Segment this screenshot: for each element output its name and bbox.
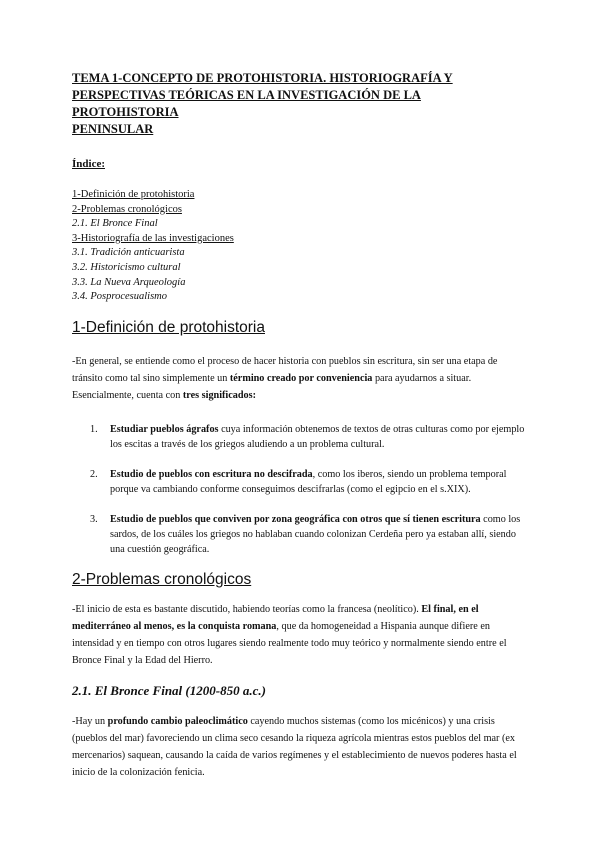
list-item-bold: Estudio de pueblos con escritura no descifrada	[110, 468, 313, 480]
index-heading: Índice:	[72, 158, 105, 170]
list-item	[90, 467, 528, 497]
toc-item[interactable]: 3.2. Historicismo cultural	[72, 261, 181, 273]
list-item-bold: Estudio de pueblos que conviven por zona geográfica con otros que sí tienen escritura	[110, 513, 481, 525]
list-item-text: como los sardos, de los cuáles los griegos no hablaban cuando colonizan Cerdeña pero ya estaban allí, siendo una cuestión geográfica.	[110, 513, 521, 555]
toc-item[interactable]: 2-Problemas cronológicos	[72, 203, 182, 215]
list-item	[90, 512, 528, 557]
paragraph-bold: profundo cambio paleoclimático	[107, 715, 248, 727]
document-title	[72, 70, 528, 138]
paragraph-text: -El inicio de esta es bastante discutido, habiendo teorías como la francesa (neolítico).	[72, 603, 422, 615]
toc-item[interactable]: 3.3. La Nueva Arqueología	[72, 276, 186, 288]
list-item-text: cuya información obtenemos de textos de otras culturas como por ejemplo los escitas a través de los griegos aludiendo a un problema cultural.	[110, 423, 525, 450]
paragraph-bold: El final, en el mediterráneo al menos, es la conquista romana	[72, 603, 479, 632]
list-item-text: , como los iberos, siendo un problema temporal porque va cambiando conforme conseguimos descifrarlas (como el egipcio en el s.XIX).	[110, 468, 507, 495]
list-item	[90, 422, 528, 452]
numbered-list	[90, 422, 528, 557]
document-page	[72, 70, 528, 781]
paragraph-bold: tres significados:	[182, 389, 256, 401]
paragraph-text: -En general, se entiende como el proceso de hacer historia con pueblos sin escritura, sin ser una etapa de tránsito como tal sino simplemente un	[72, 355, 498, 384]
list-item-bold: Estudiar pueblos ágrafos	[110, 423, 219, 435]
table-of-contents	[72, 188, 528, 305]
list-number: 3.	[90, 513, 98, 525]
toc-item[interactable]: 3-Historiografía de las investigaciones	[72, 232, 234, 244]
toc-item[interactable]: 1-Definición de protohistoria	[72, 189, 195, 200]
section-heading	[72, 571, 528, 589]
subsection-heading: 2.1. El Bronce Final (1200-850 a.c.)	[72, 682, 266, 698]
paragraph-text: , que da homogeneidad a Hispania aunque difiere en intensidad y en tiempo con otros lugares siendo realmente todo muy teórico y normalmente siendo entre el Bronce Final y la Edad del Hierro.	[72, 620, 507, 666]
list-number: 1.	[90, 423, 98, 435]
paragraph-text: -Hay un	[72, 715, 108, 727]
section-heading-text: 2-Problemas cronológicos	[72, 570, 252, 588]
paragraph	[72, 713, 528, 781]
toc-item[interactable]: 3.1. Tradición anticuarista	[72, 247, 185, 259]
section-heading	[72, 319, 528, 337]
toc-item[interactable]: 2.1. El Bronce Final	[72, 218, 158, 230]
section-heading-text: 1-Definición de protohistoria	[72, 318, 265, 336]
list-number: 2.	[90, 468, 98, 480]
title-line: PENINSULAR	[72, 122, 154, 136]
title-line: TEMA 1-CONCEPTO DE PROTOHISTORIA. HISTORIOGRAFÍA Y	[72, 71, 453, 85]
title-line: PERSPECTIVAS TEÓRICAS EN LA INVESTIGACIÓN DE LA PROTOHISTORIA	[72, 88, 421, 119]
paragraph	[72, 353, 528, 404]
paragraph-text: para ayudarnos a situar. Esencialmente, cuenta con	[72, 372, 472, 401]
paragraph	[72, 601, 528, 669]
toc-item[interactable]: 3.4. Posprocesualismo	[72, 291, 167, 303]
paragraph-bold: término creado por conveniencia	[229, 372, 373, 384]
paragraph-text: cayendo muchos sistemas (como los micénicos) y una crisis (pueblos del mar) favoreciendo un clima seco cesando la riqueza agrícola mientras estos pueblos del mar (ex mercenarios) saquean, causando la caída de varios regímenes y el establecimiento de nuevos poderes hasta el inicio de la colonización fenicia.	[72, 715, 517, 778]
